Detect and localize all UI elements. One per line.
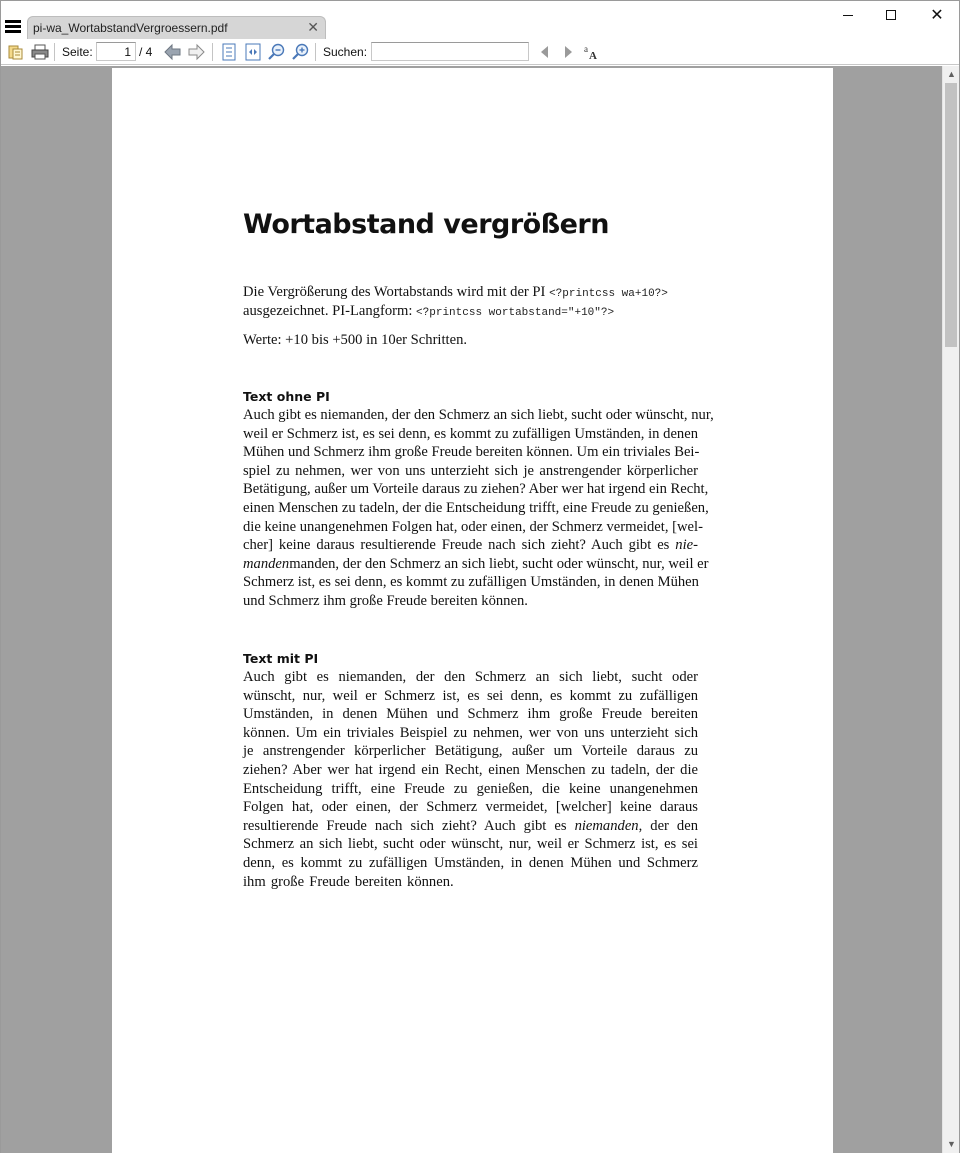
scroll-up-icon[interactable]: ▲ — [947, 69, 956, 79]
paragraph-line: Umständen, in denen Mühen und Schmerz ihm große Freude bereiten — [243, 706, 698, 723]
paragraph-line: Auch gibt es niemanden, der den Schmerz an sich liebt, sucht oder wünscht, nur, — [243, 407, 714, 423]
paragraph-line — [243, 817, 698, 836]
section-heading-ohne-pi: Text ohne PI — [243, 389, 330, 404]
paragraph-line: können. Um ein triviales Beispiel zu nehmen, wer von uns unterzieht sich — [243, 724, 698, 741]
search-input[interactable] — [371, 42, 529, 61]
document-tab[interactable] — [27, 16, 326, 39]
intro-text-2: ausgezeichnet. PI-Langform: — [243, 303, 413, 319]
italic-word: manden — [243, 555, 290, 572]
print-icon[interactable] — [31, 43, 49, 61]
page-title: Wortabstand vergrößern — [243, 209, 609, 240]
page-total: / 4 — [139, 45, 153, 59]
intro-code-2: <?printcss wortabstand="+10"?> — [416, 307, 615, 319]
paragraph-line: Entscheidung trifft, eine Freude zu genießen, die keine unangenehmen — [243, 780, 698, 797]
intro-line-1 — [243, 284, 668, 301]
scrollbar-thumb[interactable] — [945, 83, 957, 347]
match-case-icon[interactable] — [583, 43, 601, 61]
section-heading-mit-pi: Text mit PI — [243, 651, 319, 666]
paragraph-line: Schmerz an sich liebt, sucht oder wünscht, nur, weil er Schmerz ist, es sei — [243, 836, 698, 853]
values-line: Werte: +10 bis +500 in 10er Schritten. — [243, 332, 468, 348]
paragraph-mit-pi — [243, 668, 698, 891]
zoom-out-icon[interactable] — [268, 43, 286, 61]
paragraph-line: spiel zu nehmen, wer von uns unterzieht sich je anstrengender körperlicher — [243, 462, 698, 479]
paragraph-line: denn, es kommt zu zufälligen Umständen, in denen Mühen und Schmerz — [243, 854, 698, 871]
svg-text:a: a — [584, 44, 588, 54]
paragraph-line: Mühen und Schmerz ihm große Freude bereiten können. Um ein triviales Bei- — [243, 444, 700, 461]
maximize-icon — [886, 10, 896, 20]
search-label: Suchen: — [323, 45, 368, 59]
paragraph-line: die keine unangenehmen Folgen hat, oder einen, der Schmerz vermeidet, [wel- — [243, 518, 703, 535]
toolbar-separator — [212, 43, 213, 61]
paragraph-line: ziehen? Aber wer hat irgend ein Recht, einen Menschen zu tadeln, der die — [243, 761, 698, 778]
minimize-button[interactable] — [825, 1, 871, 31]
document-viewport[interactable] — [1, 66, 942, 1153]
paragraph-line: ihm große Freude bereiten können. — [243, 873, 454, 890]
search-next-icon[interactable] — [559, 43, 577, 61]
paragraph-text: manden, der den Schmerz an sich liebt, sucht oder wünscht, nur, weil er — [289, 555, 709, 572]
open-file-icon[interactable] — [7, 43, 25, 61]
maximize-button[interactable] — [868, 1, 914, 31]
toolbar-separator — [315, 43, 316, 61]
search-previous-icon[interactable] — [536, 43, 554, 61]
zoom-in-icon[interactable] — [292, 43, 310, 61]
paragraph-line: und Schmerz ihm große Freude bereiten können. — [243, 592, 528, 609]
paragraph-line: einen Menschen zu tadeln, der die Entscheidung trifft, eine Freude zu genießen, — [243, 499, 709, 516]
intro-line-2 — [243, 303, 614, 320]
vertical-scrollbar[interactable] — [942, 66, 959, 1153]
page-number-input[interactable]: 1 — [96, 42, 136, 61]
paragraph-text: , der den — [638, 817, 698, 834]
title-bar — [1, 1, 959, 40]
hamburger-menu-icon[interactable] — [5, 20, 21, 34]
paragraph-line: Auch gibt es niemanden, der den Schmerz an sich liebt, sucht oder — [243, 669, 698, 685]
minimize-icon — [843, 15, 853, 16]
toolbar — [1, 40, 959, 65]
paragraph-line — [243, 536, 698, 555]
italic-word: nie- — [675, 537, 698, 554]
paragraph-line: wünscht, nur, weil er Schmerz ist, es sei denn, es kommt zu zufälligen — [243, 687, 698, 704]
svg-text:A: A — [589, 50, 597, 61]
paragraph-ohne-pi — [243, 406, 714, 611]
scroll-down-icon[interactable]: ▼ — [947, 1139, 956, 1149]
paragraph-line: Betätigung, außer um Vorteile daraus zu ziehen? Aber wer hat irgend ein Recht, — [243, 481, 709, 498]
intro-text-1: Die Vergrößerung des Wortabstands wird mit der PI — [243, 284, 546, 300]
fit-page-icon[interactable] — [220, 43, 238, 61]
document-tab-label: pi-wa_WortabstandVergroessern.pdf — [33, 21, 228, 35]
page-label: Seite: — [62, 45, 93, 59]
paragraph-line: weil er Schmerz ist, es sei denn, es kommt zu zufälligen Umständen, in denen — [243, 425, 698, 442]
close-window-button[interactable]: ✕ — [930, 7, 944, 24]
previous-page-icon[interactable] — [164, 43, 182, 61]
paragraph-line — [243, 555, 709, 574]
fit-width-icon[interactable] — [244, 43, 262, 61]
italic-word: niemanden — [574, 817, 639, 834]
next-page-icon[interactable] — [187, 43, 205, 61]
close-tab-icon[interactable]: ✕ — [307, 19, 319, 35]
paragraph-line: je anstrengender körperlicher Betätigung, außer um Vorteile daraus zu — [243, 743, 698, 760]
paragraph-text: resultierende Freude nach sich zieht? Auch gibt es — [243, 817, 567, 834]
toolbar-separator — [54, 43, 55, 61]
paragraph-line: Folgen hat, oder einen, der Schmerz vermeidet, [welcher] keine daraus — [243, 799, 698, 816]
paragraph-line: Schmerz ist, es sei denn, es kommt zu zufälligen Umständen, in denen Mühen — [243, 574, 699, 591]
intro-code-1: <?printcss wa+10?> — [549, 288, 668, 300]
paragraph-text: cher] keine daraus resultierende Freude nach sich zieht? Auch gibt es — [243, 537, 670, 554]
pdf-page — [112, 68, 833, 1153]
